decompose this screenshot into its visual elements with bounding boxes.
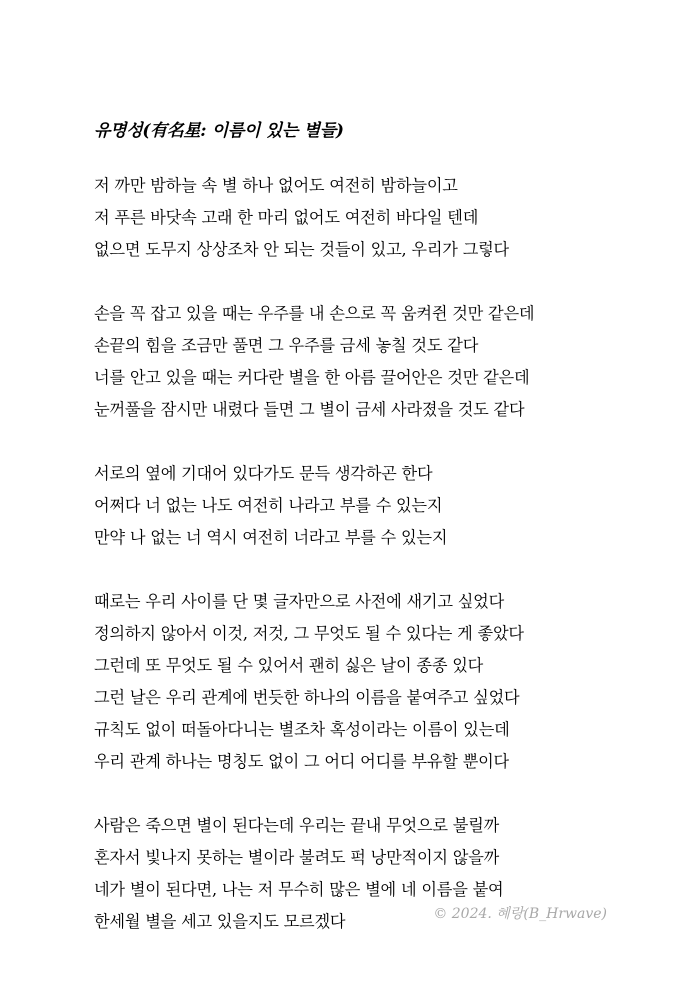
poem-line: 손끝의 힘을 조금만 풀면 그 우주를 금세 놓칠 것도 같다 bbox=[94, 336, 479, 355]
poem-line: 그런데 또 무엇도 될 수 있어서 괜히 싫은 날이 종종 있다 bbox=[94, 656, 484, 675]
poem-line: 혼자서 빛나지 못하는 별이라 불려도 퍽 낭만적이지 않을까 bbox=[94, 848, 500, 867]
poem-line: 만약 나 없는 너 역시 여전히 너라고 부를 수 있는지 bbox=[94, 528, 448, 547]
poem-line: 저 까만 밤하늘 속 별 하나 없어도 여전히 밤하늘이고 bbox=[94, 176, 458, 195]
poem-line: 그런 날은 우리 관계에 번듯한 하나의 이름을 붙여주고 싶었다 bbox=[94, 688, 520, 707]
poem-line: 손을 꼭 잡고 있을 때는 우주를 내 손으로 꼭 움켜쥔 것만 같은데 bbox=[94, 304, 535, 323]
poem-line: 때로는 우리 사이를 단 몇 글자만으로 사전에 새기고 싶었다 bbox=[94, 592, 505, 611]
poem-line: 한세월 별을 세고 있을지도 모르겠다 bbox=[94, 912, 346, 931]
stanza-4 bbox=[94, 586, 654, 778]
poem-line: 서로의 옆에 기대어 있다가도 문득 생각하곤 한다 bbox=[94, 464, 433, 483]
poem-line: 너를 안고 있을 때는 커다란 별을 한 아름 끌어안은 것만 같은데 bbox=[94, 368, 530, 387]
poem-line: 우리 관계 하나는 명칭도 없이 그 어디 어디를 부유할 뿐이다 bbox=[94, 752, 509, 771]
poem-title: 유명성(有名星: 이름이 있는 별들) bbox=[94, 121, 344, 141]
copyright-notice: © 2024. 혜랑(B_Hrwave) bbox=[433, 906, 607, 922]
poem-body bbox=[94, 170, 654, 970]
poem-line: 눈꺼풀을 잠시만 내렸다 들면 그 별이 금세 사라졌을 것도 같다 bbox=[94, 400, 525, 419]
poem-line: 저 푸른 바닷속 고래 한 마리 없어도 여전히 바다일 텐데 bbox=[94, 208, 479, 227]
stanza-3 bbox=[94, 458, 654, 554]
poem-line: 규칙도 없이 떠돌아다니는 별조차 혹성이라는 이름이 있는데 bbox=[94, 720, 510, 739]
poem-line: 없으면 도무지 상상조차 안 되는 것들이 있고, 우리가 그렇다 bbox=[94, 240, 509, 259]
poem-line: 사람은 죽으면 별이 된다는데 우리는 끝내 무엇으로 불릴까 bbox=[94, 816, 500, 835]
poem-line: 정의하지 않아서 이것, 저것, 그 무엇도 될 수 있다는 게 좋았다 bbox=[94, 624, 524, 643]
poem-line: 어쩌다 너 없는 나도 여전히 나라고 부를 수 있는지 bbox=[94, 496, 443, 515]
stanza-1 bbox=[94, 170, 654, 266]
poem-line: 네가 별이 된다면, 나는 저 무수히 많은 별에 네 이름을 붙여 bbox=[94, 880, 504, 899]
stanza-2 bbox=[94, 298, 654, 426]
